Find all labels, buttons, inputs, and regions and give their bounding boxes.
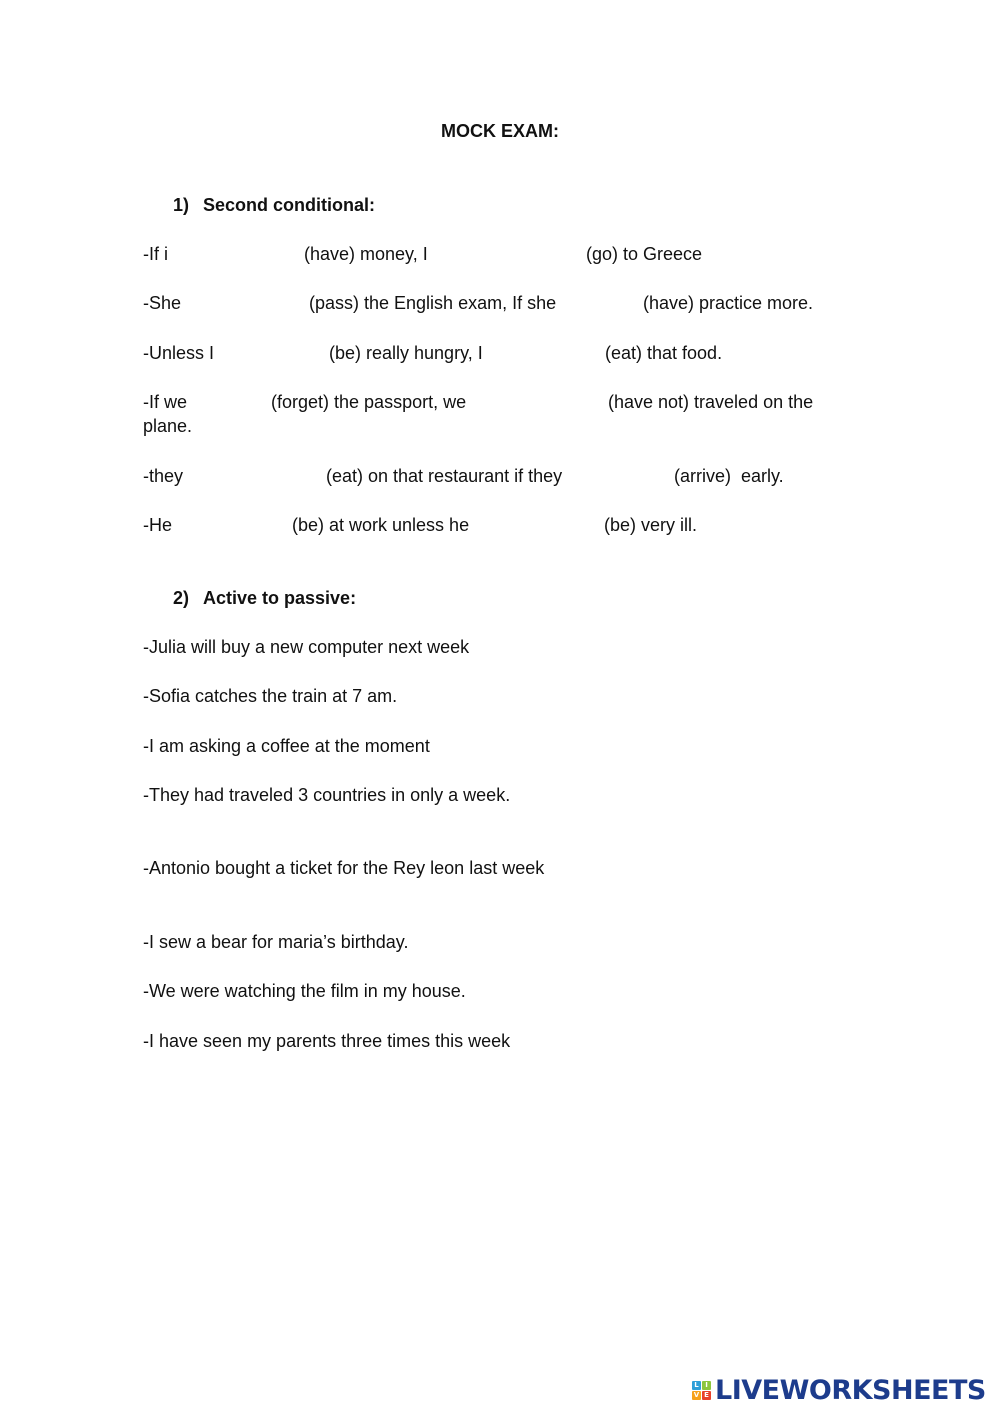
section-heading-second-conditional: [173, 194, 375, 216]
section-number: 2): [173, 588, 190, 608]
exercise-text: -Unless I: [143, 343, 215, 363]
exercise-sentence: -They had traveled 3 countries in only a week.: [143, 785, 511, 805]
exercise-text: (be) at work unless he: [292, 515, 470, 535]
section-title: Active to passive:: [203, 588, 357, 608]
exercise-sentence: -We were watching the film in my house.: [143, 981, 466, 1001]
exercise-text: -He: [143, 515, 173, 535]
exercise-text: (forget) the passport, we: [271, 392, 467, 412]
exercise-text: -they: [143, 466, 184, 486]
exercise-text: (have) money, I: [304, 244, 428, 264]
logo-letter: E: [702, 1391, 711, 1400]
section-heading-active-to-passive: [173, 587, 356, 609]
logo-letter: I: [702, 1381, 711, 1390]
logo-letter: V: [693, 1390, 700, 1399]
exercise-text: (arrive) early.: [674, 466, 784, 486]
exercise-text: (be) very ill.: [604, 515, 698, 535]
exercise-text: (be) really hungry, I: [329, 343, 483, 363]
logo-letter: L: [692, 1381, 701, 1390]
page-title: MOCK EXAM:: [441, 121, 559, 141]
exercise-sentence: -I sew a bear for maria’s birthday.: [143, 932, 409, 952]
exercise-sentence: -Sofia catches the train at 7 am.: [143, 686, 398, 706]
exercise-text: (have not) traveled on the: [608, 392, 814, 412]
exercise-sentence: -Antonio bought a ticket for the Rey leon last week: [143, 858, 545, 878]
liveworksheets-logo: [692, 1374, 986, 1406]
exercise-sentence: -I have seen my parents three times this week: [143, 1031, 511, 1051]
exercise-text: (eat) on that restaurant if they: [326, 466, 563, 486]
exercise-text: (have) practice more.: [643, 293, 814, 313]
exercise-sentence: -I am asking a coffee at the moment: [143, 736, 430, 756]
exercise-text: (pass) the English exam, If she: [309, 293, 557, 313]
section-number: 1): [173, 195, 190, 215]
exercise-sentence: -Julia will buy a new computer next week: [143, 637, 470, 657]
exercise-text: (eat) that food.: [605, 343, 723, 363]
section-title: Second conditional:: [203, 195, 376, 215]
exercise-text: -If we: [143, 392, 188, 412]
exercise-text: (go) to Greece: [586, 244, 703, 264]
logo-text: LIVEWORKSHEETS: [715, 1374, 986, 1406]
exercise-text: -She: [143, 293, 182, 313]
liveworksheets-logo-icon: [692, 1381, 711, 1400]
exercise-text: -If i: [143, 244, 168, 264]
exercise-text-continuation: plane.: [143, 416, 193, 436]
